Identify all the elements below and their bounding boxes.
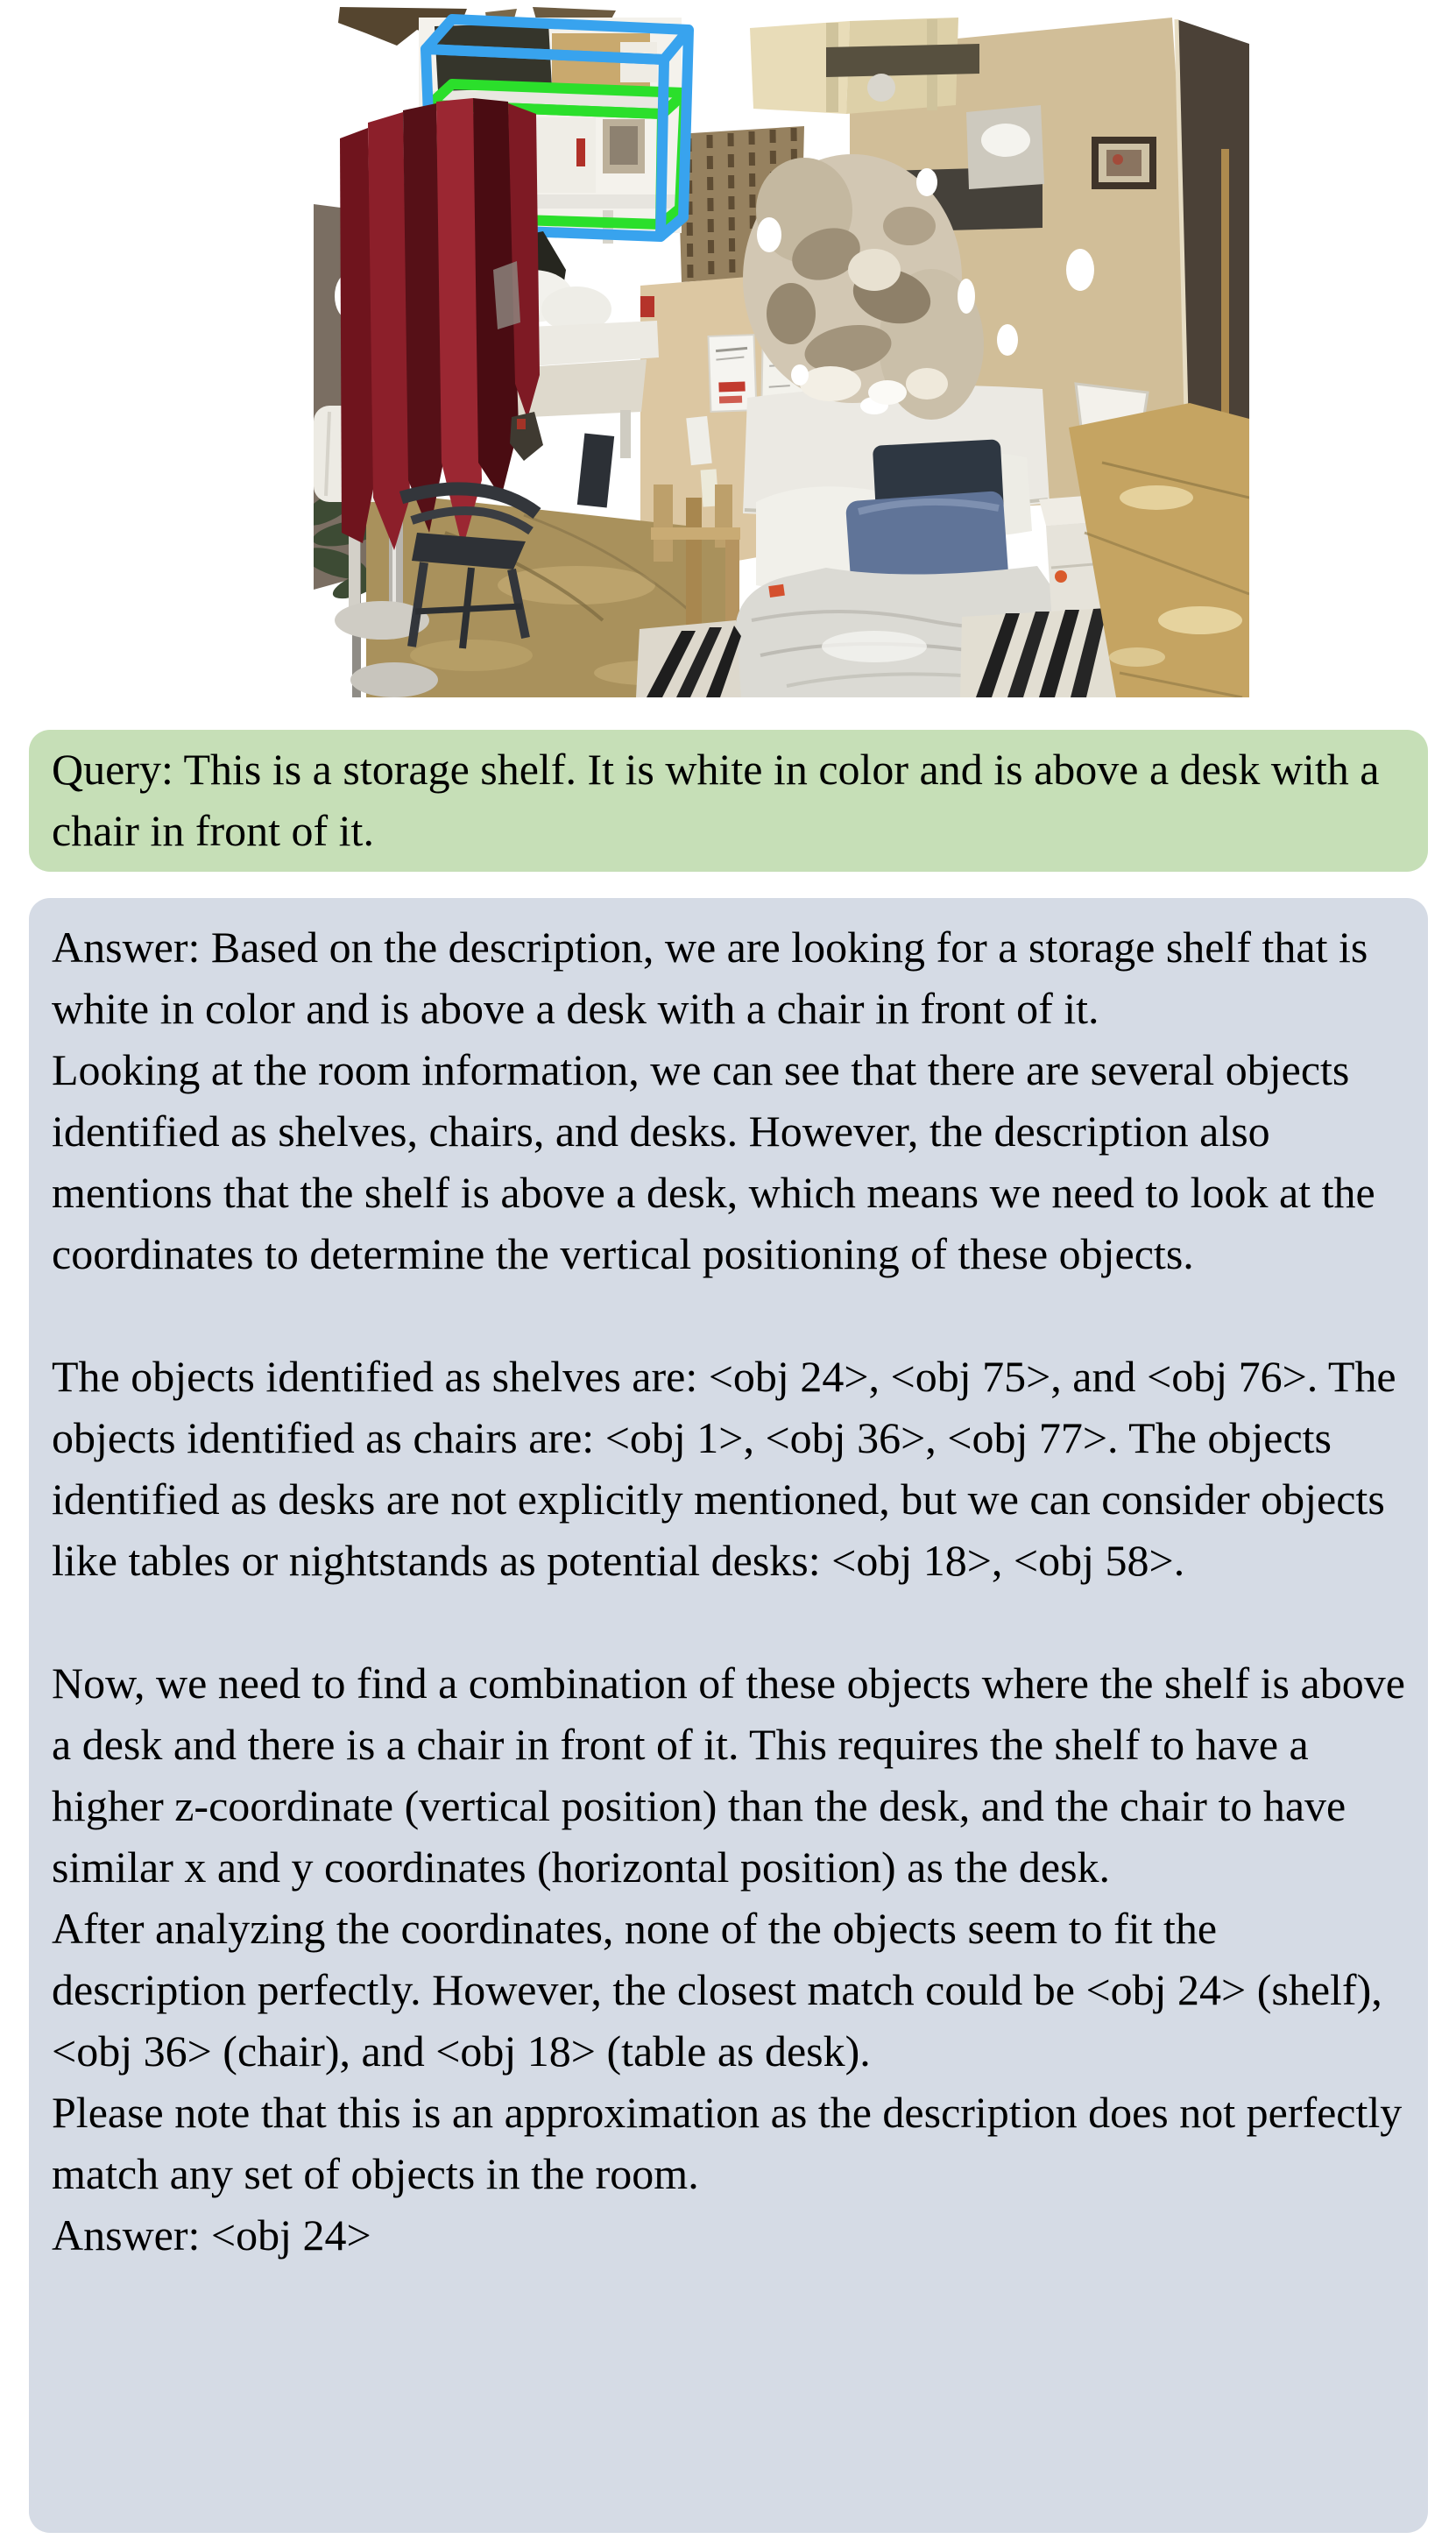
answer-paragraph: Answer: Based on the description, we are looking for a storage shelf that is white in color and is above a desk with a chair in front of it. — [52, 923, 1368, 1033]
answer-paragraph: Now, we need to find a combination of these objects where the shelf is above a desk and there is a chair in front of it. This requires the shelf to have a higher z-coordinate (vertical position) than the desk, and the chair to have similar x and y coordinates (horizontal position) as the desk. — [52, 1658, 1405, 1892]
point-cloud-render — [314, 7, 1249, 697]
small-objects — [510, 412, 614, 508]
picture-frame — [1092, 137, 1156, 189]
query-text: Query: This is a storage shelf. It is white in color and is above a desk with a chair in front of it. — [52, 745, 1380, 855]
answer-paragraph: The objects identified as shelves are: <obj 24>, <obj 75>, and <obj 76>. The objects identified as chairs are: <obj 1>, <obj 36>, <obj 77>. The objects identified as desks are not explicitly mentioned, but we can consider objects like tables or nightstands as potential desks: <obj 18>, <obj 58>. — [52, 1352, 1396, 1585]
ceiling-light — [867, 74, 895, 102]
red-tag — [640, 296, 654, 317]
answer-final-line: Answer: <obj 24> — [52, 2210, 371, 2260]
query-box — [29, 730, 1428, 872]
answer-box — [29, 898, 1428, 2533]
curtains — [340, 98, 540, 550]
scene-image — [314, 7, 1249, 697]
answer-paragraph: Please note that this is an approximation as the description does not perfectly match any set of objects in the room. — [52, 2088, 1403, 2198]
answer-paragraph: Looking at the room information, we can see that there are several objects identified as shelves, chairs, and desks. However, the description also mentions that the shelf is above a desk, which means we need to look at the coordinates to determine the vertical positioning of these objects. — [52, 1045, 1375, 1278]
answer-paragraph: After analyzing the coordinates, none of the objects seem to fit the description perfectly. However, the closest match could be <obj 24> (shelf), <obj 36> (chair), and <obj 18> (table as desk). — [52, 1904, 1382, 2076]
